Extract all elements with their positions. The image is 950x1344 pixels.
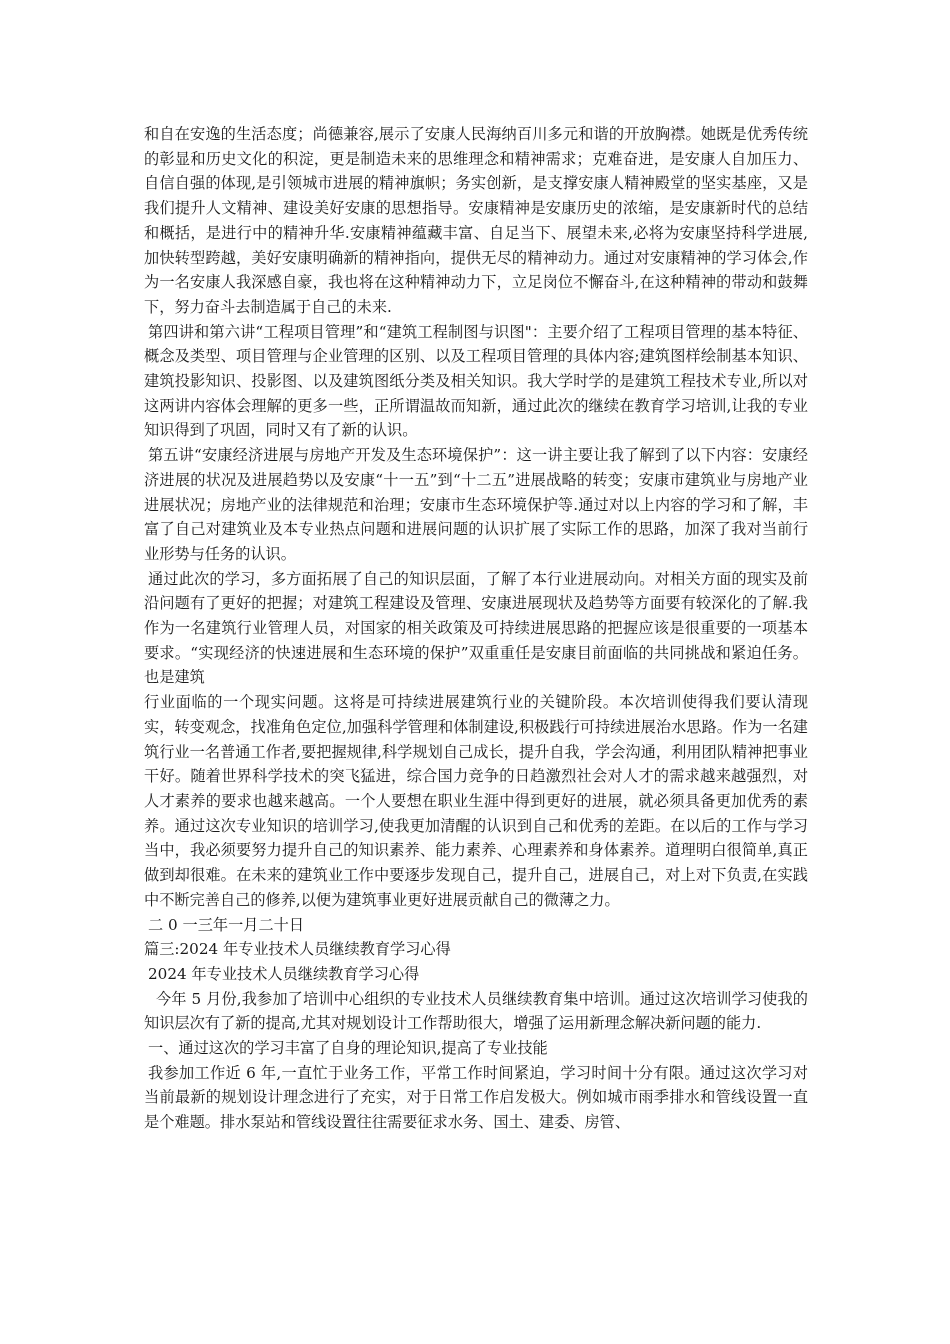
paragraph-lecture-five: 第五讲“安康经济进展与房地产开发及生态环境保护”：这一讲主要让我了解到了以下内容：安康经济进展的状况及进展趋势以及安康“十一五”到“十二五”进展战略的转变；安康市建筑业与房地产业进展状况；房地产业的法律规范和治理；安康市生态环境保护等.通过对以上内容的学习和了解，丰富了自己对建筑业及本专业热点问题和进展问题的认识扩展了实际工作的思路，加深了我对当前行业形势与任务的认识。 bbox=[144, 446, 808, 563]
paragraph-industry-outlook: 行业面临的一个现实问题。这将是可持续进展建筑行业的关键阶段。本次培训使得我们要认清现实，转变观念，找准角色定位,加强科学管理和体制建设,积极践行可持续进展治水思路。作为一名建筑行业一名普通工作者,要把握规律,科学规划自己成长，提升自我，学会沟通，利用团队精神把事业干好。随着世界科学技术的突飞猛进，综合国力竞争的日趋激烈社会对人才的需求越来越强烈，对人才素养的要求也越来越高。一个人要想在职业生涯中得到更好的进展，就必须具备更加优秀的素养。通过这次专业知识的培训学习,使我更加清醒的认识到自己和优秀的差距。在以后的工作与学习当中，我必须要努力提升自己的知识素养、能力素养、心理素养和身体素养。道理明白很简单,真正做到却很难。在未来的建筑业工作中要逐步发现自己，提升自己，进展自己，对上对下负责,在实践中不断完善自己的修养,以便为建筑事业更好进展贡献自己的微薄之力。 bbox=[144, 693, 808, 909]
subsection-heading: 一、通过这次的学习丰富了自身的理论知识,提高了专业技能 bbox=[148, 1039, 548, 1058]
document-date: 二 0 一三年一月二十日 bbox=[148, 915, 305, 934]
section-heading: 篇三:2024 年专业技术人员继续教育学习心得 bbox=[144, 940, 451, 959]
paragraph-training-intro: 今年 5 月份,我参加了培训中心组织的专业技术人员继续教育集中培训。通过这次培训学习使我的知识层次有了新的提高,尤其对规划设计工作帮助很大，增强了运用新理念解决新问题的能力. bbox=[144, 989, 808, 1033]
paragraph-work-experience: 我参加工作近 6 年,一直忙于业务工作，平常工作时间紧迫，学习时间十分有限。通过这次学习对当前最新的规划设计理念进行了充实，对于日常工作启发极大。例如城市雨季排水和管线设置一直是个难题。排水泵站和管线设置往往需要征求水务、国土、建委、房管、 bbox=[144, 1063, 808, 1132]
document-body bbox=[144, 122, 808, 1135]
section-title: 2024 年专业技术人员继续教育学习心得 bbox=[148, 964, 420, 983]
paragraph-lectures-four-six: 第四讲和第六讲“工程项目管理”和“建筑工程制图与识图"：主要介绍了工程项目管理的基本特征、概念及类型、项目管理与企业管理的区别、以及工程项目管理的具体内容;建筑图样绘制基本知识、建筑投影知识、投影图、以及建筑图纸分类及相关知识。我大学时学的是建筑工程技术专业,所以对这两讲内容体会理解的更多一些，正所谓温故而知新，通过此次的继续在教育学习培训,让我的专业知识得到了巩固，同时又有了新的认识。 bbox=[144, 322, 808, 440]
paragraph-study-summary: 通过此次的学习，多方面拓展了自己的知识层面，了解了本行业进展动向。对相关方面的现实及前沿问题有了更好的把握；对建筑工程建设及管理、安康进展现状及趋势等方面要有较深化的了解.我作为一名建筑行业管理人员，对国家的相关政策及可持续进展思路的把握应该是很重要的一项基本要求。“实现经济的快速进展和生态环境的保护”双重重任是安康目前面临的共同挑战和紧迫任务。也是建筑 bbox=[144, 569, 808, 687]
paragraph-anji-spirit: 和自在安逸的生活态度；尚德兼容,展示了安康人民海纳百川多元和谐的开放胸襟。她既是优秀传统的彰显和历史文化的积淀，更是制造未来的思维理念和精神需求；克难奋进，是安康人自加压力、自信自强的体现,是引领城市进展的精神旗帜；务实创新，是支撑安康人精神殿堂的坚实基座，又是我们提升人文精神、建设美好安康的思想指导。安康精神是安康历史的浓缩，是安康新时代的总结和概括，是进行中的精神升华.安康精神蕴藏丰富、自足当下、展望未来,必将为安康坚持科学进展,加快转型跨越，美好安康明确新的精神指向，提供无尽的精神动力。通过对安康精神的学习体会,作为一名安康人我深感自豪，我也将在这种精神动力下，立足岗位不懈奋斗,在这种精神的带动和鼓舞下，努力奋斗去制造属于自己的未来. bbox=[144, 125, 808, 316]
